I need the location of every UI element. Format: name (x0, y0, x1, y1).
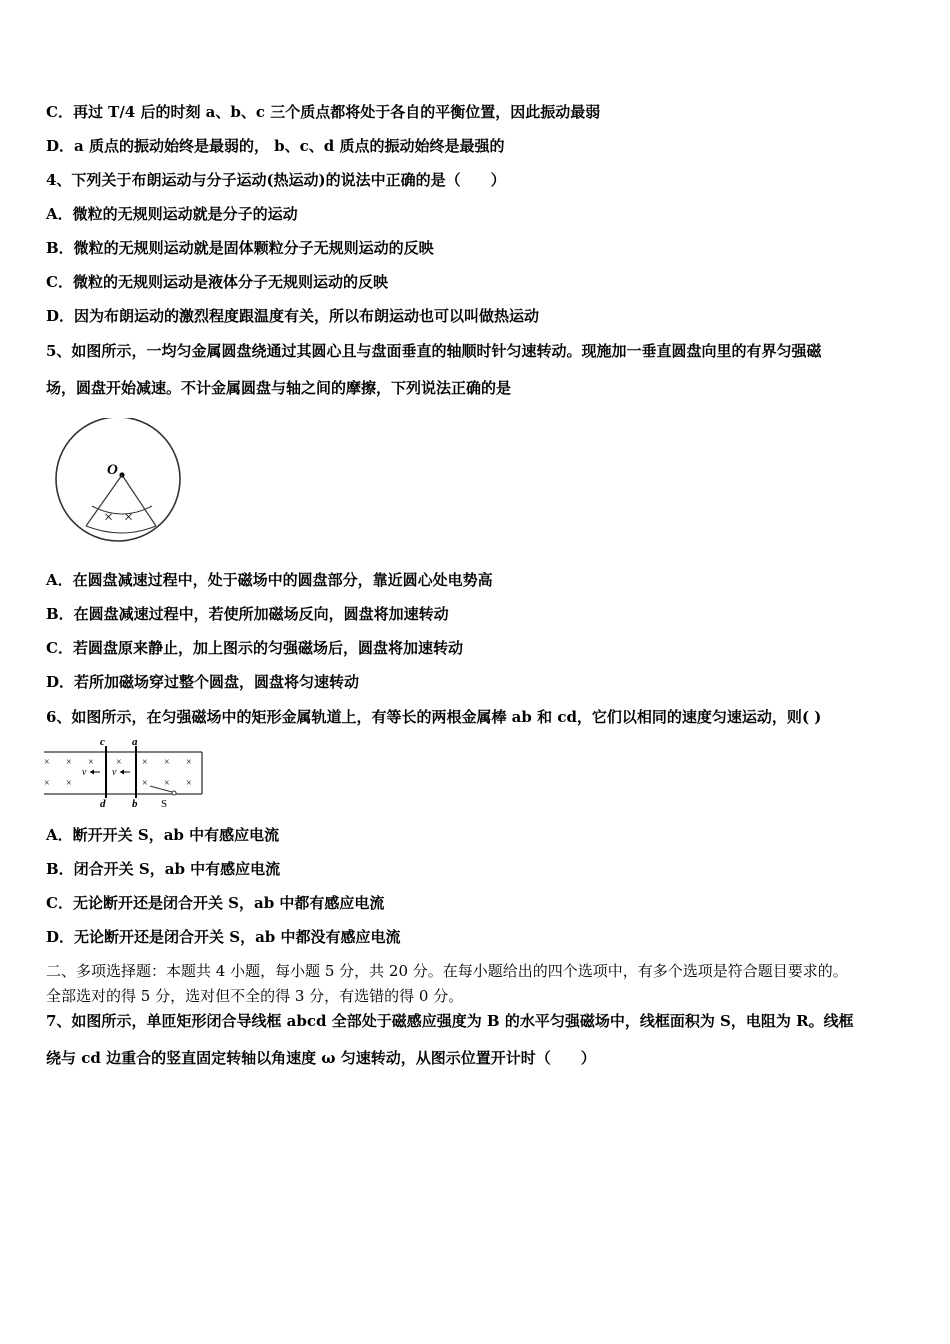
q4-option-a: A．微粒的无规则运动就是分子的运动 (46, 205, 298, 223)
switch-contact (172, 791, 176, 795)
field-mark: × (116, 757, 122, 768)
disk-figure (50, 418, 186, 542)
q5-option-d: D．若所加磁场穿过整个圆盘，圆盘将匀速转动 (46, 673, 360, 691)
q7-stem-line2: 绕与 cd 边重合的竖直固定转轴以角速度 ω 匀速转动，从图示位置开计时（ ） (46, 1049, 596, 1067)
q6-option-c: C．无论断开还是闭合开关 S，ab 中都有感应电流 (46, 894, 385, 912)
velocity-arrowhead-cd (90, 770, 94, 775)
q4-option-c: C．微粒的无规则运动是液体分子无规则运动的反映 (46, 273, 388, 291)
label-d: d (100, 798, 106, 810)
q5-stem-line1: 5、如图所示，一均匀金属圆盘绕通过其圆心且与盘面垂直的轴顺时针匀速转动。现施加一垂直圆盘向里的有界匀强磁 (46, 342, 822, 360)
rails-figure (40, 736, 210, 810)
q3-option-d: D．a 质点的振动始终是最弱的， b、c、d 质点的振动始终是最强的 (46, 137, 505, 155)
section-2-heading-line1: 二、多项选择题：本题共 4 小题，每小题 5 分，共 20 分。在每小题给出的四个选项中，有多个选项是符合题目要求的。 (46, 962, 848, 980)
q5-option-c: C．若圆盘原来静止，加上图示的匀强磁场后，圆盘将加速转动 (46, 639, 463, 657)
field-mark: × (44, 757, 50, 768)
q6-stem: 6、如图所示，在匀强磁场中的矩形金属轨道上，有等长的两根金属棒 ab 和 cd，它们以相同的速度匀速运动，则( ) (46, 708, 822, 726)
q4-option-b: B．微粒的无规则运动就是固体颗粒分子无规则运动的反映 (46, 239, 434, 257)
label-switch: S (161, 798, 168, 810)
field-mark: × (164, 757, 170, 768)
q3-option-c: C．再过 T/4 后的时刻 a、b、c 三个质点都将处于各自的平衡位置，因此振动最弱 (46, 103, 601, 121)
section-2-heading-line2: 全部选对的得 5 分，选对但不全的得 3 分，有选错的得 0 分。 (46, 987, 464, 1005)
field-mark: × (88, 757, 94, 768)
field-mark: × (186, 778, 192, 789)
q5-option-a: A．在圆盘减速过程中，处于磁场中的圆盘部分，靠近圆心处电势高 (46, 571, 493, 589)
sector-outer-arc (86, 526, 156, 533)
q5-option-b: B．在圆盘减速过程中，若使所加磁场反向，圆盘将加速转动 (46, 605, 449, 623)
label-c: c (100, 736, 105, 748)
field-mark: × (186, 757, 192, 768)
velocity-label-cd: v (82, 767, 87, 778)
field-mark: × (66, 778, 72, 789)
q7-stem-line1: 7、如图所示，单匝矩形闭合导线框 abcd 全部处于磁感应强度为 B 的水平匀强磁场中，线框面积为 S，电阻为 R。线框 (46, 1012, 854, 1030)
velocity-arrowhead-ab (120, 770, 124, 775)
field-mark: × (104, 509, 114, 526)
velocity-label-ab: v (112, 767, 117, 778)
q6-option-b: B．闭合开关 S，ab 中有感应电流 (46, 860, 281, 878)
field-mark: × (124, 509, 134, 526)
label-a: a (132, 736, 138, 748)
q6-option-a: A．断开开关 S，ab 中有感应电流 (46, 826, 280, 844)
disk-center-label: O (107, 462, 118, 478)
q4-stem: 4、下列关于布朗运动与分子运动(热运动)的说法中正确的是（ ） (46, 171, 506, 189)
field-mark: × (44, 778, 50, 789)
label-b: b (132, 798, 138, 810)
q5-stem-line2: 场，圆盘开始减速。不计金属圆盘与轴之间的摩擦，下列说法正确的是 (46, 379, 512, 397)
q6-option-d: D．无论断开还是闭合开关 S，ab 中都没有感应电流 (46, 928, 401, 946)
q4-option-d: D．因为布朗运动的激烈程度跟温度有关，所以布朗运动也可以叫做热运动 (46, 307, 540, 325)
field-mark: × (164, 778, 170, 789)
field-mark: × (66, 757, 72, 768)
field-mark: × (142, 778, 148, 789)
disk-outline (56, 418, 180, 541)
field-mark: × (142, 757, 148, 768)
